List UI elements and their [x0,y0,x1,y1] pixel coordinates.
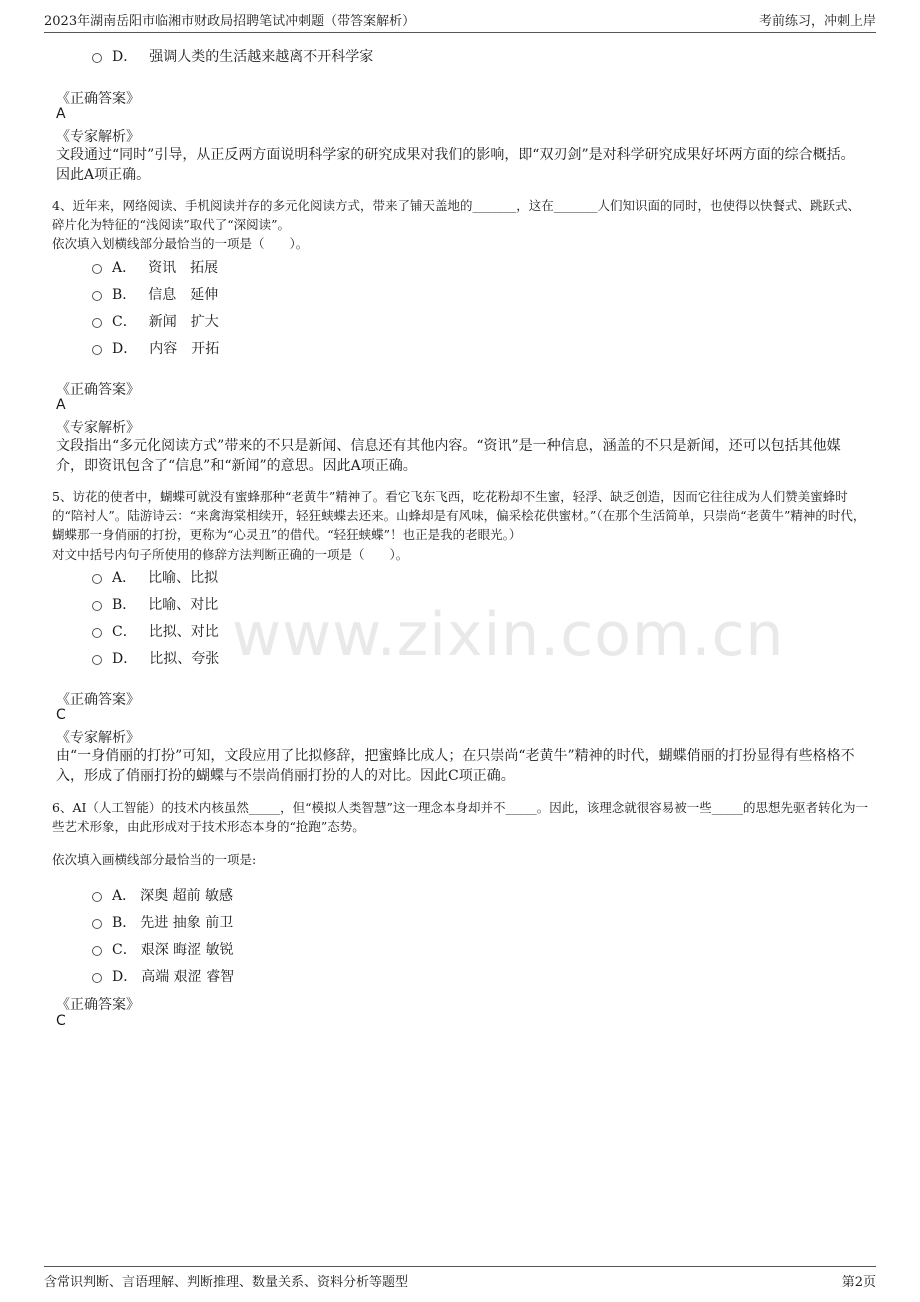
option-letter: A． [112,260,137,276]
q5-analysis-label: 《专家解析》 [56,730,140,746]
q5-option-d[interactable] [92,648,219,668]
q3-answer: A [56,106,66,122]
q3-analysis: 文段通过“同时”引导，从正反两方面说明科学家的研究成果对我们的影响，即“双刃剑”是对科学研究成果好坏两方面的综合概括。因此A项正确。 [56,147,855,183]
radio-icon[interactable] [92,946,102,956]
radio-icon[interactable] [92,53,102,63]
radio-icon[interactable] [92,318,102,328]
document-title: 2023年湖南岳阳市临湘市财政局招聘笔试冲刺题（带答案解析） [44,14,416,29]
option-letter: D． [112,969,138,985]
q5-option-a[interactable] [92,567,218,587]
q6-stem: 6、AI（人工智能）的技术内核虽然_____，但“模拟人类智慧”这一理念本身却并不_____。因此，该理念就很容易被一些_____的思想先驱者转化为一些艺术形象，由此形成对于技术形态本身的“抢跑”态势。 [52,800,868,834]
q6-answer: C [56,1013,66,1029]
option-text: 强调人类的生活越来越离不开科学家 [149,49,374,65]
option-letter: D． [112,341,138,357]
option-letter: C． [112,314,137,330]
q6-option-d[interactable] [92,966,234,986]
page-header [44,10,876,33]
radio-icon[interactable] [92,892,102,902]
radio-icon[interactable] [92,264,102,274]
option-text: 比喻、比拟 [148,570,219,586]
option-letter: B． [112,287,137,303]
q5-option-c[interactable] [92,621,219,641]
option-text: 比喻、对比 [148,597,219,613]
q6-option-b[interactable] [92,912,233,932]
q4-analysis: 文段指出“多元化阅读方式”带来的不只是新闻、信息还有其他内容。“资讯”是一种信息，涵盖的不只是新闻，还可以包括其他媒介，即资讯包含了“信息”和“新闻”的意思。因此A项正确。 [56,438,841,474]
q6-answer-label: 《正确答案》 [56,997,140,1013]
option-letter: A． [112,570,137,586]
watermark: www.zixin.com.cn [232,600,785,670]
radio-icon[interactable] [92,345,102,355]
q5-answer: C [56,707,66,723]
radio-icon[interactable] [92,973,102,983]
radio-icon[interactable] [92,574,102,584]
q4-analysis-label: 《专家解析》 [56,420,140,436]
radio-icon[interactable] [92,601,102,611]
option-text: 资讯 拓展 [148,260,219,276]
radio-icon[interactable] [92,655,102,665]
option-text: 内容 开拓 [149,341,220,357]
option-letter: B． [112,597,137,613]
option-text: 深奥 超前 敏感 [140,888,234,904]
page-footer [44,1266,876,1290]
option-letter: B． [112,915,137,931]
q4-prompt: 依次填入划横线部分最恰当的一项是（ ）。 [52,236,309,251]
q3-answer-label: 《正确答案》 [56,91,140,107]
q5-analysis: 由“一身俏丽的打扮”可知，文段应用了比拟修辞，把蜜蜂比成人；在只崇尚“老黄牛”精神的时代，蝴蝶俏丽的打扮显得有些格格不入，形成了俏丽打扮的蝴蝶与不崇尚俏丽打扮的人的对比。因此C项正确。 [56,748,855,784]
radio-icon[interactable] [92,628,102,638]
footer-description: 含常识判断、言语理解、判断推理、数量关系、资料分析等题型 [44,1275,409,1290]
q6-option-c[interactable] [92,939,234,959]
q4-answer: A [56,397,66,413]
option-text: 信息 延伸 [148,287,219,303]
option-text: 艰深 晦涩 敏锐 [140,942,234,958]
q3-option-d[interactable] [92,46,373,66]
page-number: 第2页 [841,1275,876,1290]
option-letter: C． [112,624,137,640]
q4-option-d[interactable] [92,338,219,358]
option-text: 高端 艰涩 睿智 [141,969,235,985]
q6-prompt: 依次填入画横线部分最恰当的一项是: [52,852,257,867]
radio-icon[interactable] [92,291,102,301]
option-text: 比拟、对比 [148,624,219,640]
q4-option-a[interactable] [92,257,218,277]
radio-icon[interactable] [92,919,102,929]
option-letter: C． [112,942,137,958]
option-letter: A． [112,888,137,904]
option-text: 比拟、夸张 [149,651,220,667]
q4-stem: 4、近年来，网络阅读、手机阅读并存的多元化阅读方式，带来了铺天盖地的_______，这在_______人们知识面的同时，也使得以快餐式、跳跃式、碎片化为特征的“浅阅读”取代了“深阅读”。 [52,198,860,232]
option-text: 先进 抽象 前卫 [140,915,234,931]
q5-prompt: 对文中括号内句子所使用的修辞方法判断正确的一项是（ ）。 [52,547,409,562]
q6-option-a[interactable] [92,885,233,905]
option-text: 新闻 扩大 [148,314,219,330]
q3-analysis-label: 《专家解析》 [56,129,140,145]
q5-stem: 5、访花的使者中，蝴蝶可就没有蜜蜂那种“老黄牛”精神了。看它飞东飞西，吃花粉却不生蜜，轻浮、缺乏创造，因而它往往成为人们赞美蜜蜂时的“陪衬人”。陆游诗云：“来禽海棠相续开，轻狂蛱蝶去还来。山蜂却是有风味，偏采桧花供蜜材。”（在那个生活简单，只崇尚“老黄牛”精神的时代，蝴蝶那一身俏丽的打扮，更称为“心灵丑”的借代。“轻狂蛱蝶”！也正是我的老眼光。） [52,489,866,542]
option-letter: D． [112,49,138,65]
q4-option-b[interactable] [92,284,218,304]
q5-option-b[interactable] [92,594,218,614]
q5-answer-label: 《正确答案》 [56,692,140,708]
header-slogan: 考前练习，冲刺上岸 [758,14,876,29]
option-letter: D． [112,651,138,667]
q4-option-c[interactable] [92,311,219,331]
q4-answer-label: 《正确答案》 [56,382,140,398]
